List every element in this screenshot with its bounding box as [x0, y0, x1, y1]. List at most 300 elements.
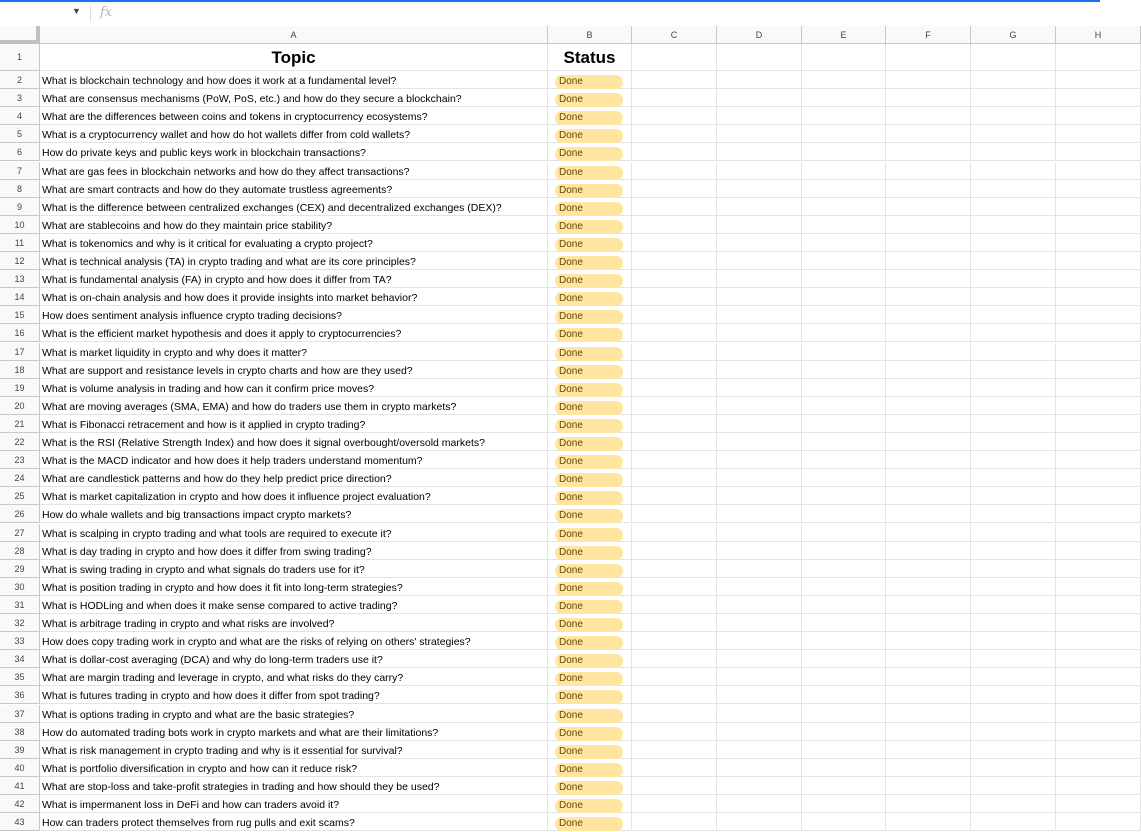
empty-cell[interactable] — [971, 487, 1056, 505]
empty-cell[interactable] — [971, 542, 1056, 560]
empty-cell[interactable] — [717, 614, 802, 632]
empty-cell[interactable] — [971, 632, 1056, 650]
empty-cell[interactable] — [632, 614, 717, 632]
cell-status[interactable] — [548, 650, 632, 668]
empty-cell[interactable] — [632, 650, 717, 668]
empty-cell[interactable] — [1056, 524, 1141, 542]
cell-topic[interactable] — [40, 397, 548, 415]
column-header-f[interactable]: F — [886, 26, 971, 44]
row-number[interactable]: 14 — [0, 288, 40, 306]
empty-cell[interactable] — [886, 162, 971, 180]
empty-cell[interactable] — [632, 252, 717, 270]
cell-status[interactable] — [548, 795, 632, 813]
row-number[interactable]: 39 — [0, 741, 40, 759]
empty-cell[interactable] — [632, 415, 717, 433]
empty-cell[interactable] — [717, 44, 802, 71]
empty-cell[interactable] — [802, 415, 886, 433]
empty-cell[interactable] — [802, 668, 886, 686]
row-number[interactable]: 25 — [0, 487, 40, 505]
column-header-a[interactable]: A — [40, 26, 548, 44]
column-header-h[interactable]: H — [1056, 26, 1141, 44]
empty-cell[interactable] — [802, 89, 886, 107]
empty-cell[interactable] — [717, 795, 802, 813]
empty-cell[interactable] — [886, 723, 971, 741]
empty-cell[interactable] — [632, 668, 717, 686]
cell-status[interactable] — [548, 578, 632, 596]
empty-cell[interactable] — [886, 361, 971, 379]
empty-cell[interactable] — [802, 524, 886, 542]
cell-status[interactable] — [548, 596, 632, 614]
empty-cell[interactable] — [717, 306, 802, 324]
empty-cell[interactable] — [632, 487, 717, 505]
row-number[interactable]: 21 — [0, 415, 40, 433]
cell-status[interactable] — [548, 542, 632, 560]
row-number[interactable]: 28 — [0, 542, 40, 560]
empty-cell[interactable] — [632, 686, 717, 704]
empty-cell[interactable] — [886, 759, 971, 777]
cell-topic[interactable] — [40, 433, 548, 451]
empty-cell[interactable] — [971, 451, 1056, 469]
empty-cell[interactable] — [717, 686, 802, 704]
empty-cell[interactable] — [717, 415, 802, 433]
cell-topic[interactable] — [40, 216, 548, 234]
empty-cell[interactable] — [802, 759, 886, 777]
empty-cell[interactable] — [802, 143, 886, 161]
row-number[interactable]: 31 — [0, 596, 40, 614]
status-chip[interactable]: Done — [555, 383, 623, 397]
cell-status[interactable] — [548, 143, 632, 161]
row-number[interactable]: 13 — [0, 270, 40, 288]
empty-cell[interactable] — [886, 180, 971, 198]
empty-cell[interactable] — [632, 234, 717, 252]
empty-cell[interactable] — [1056, 415, 1141, 433]
empty-cell[interactable] — [1056, 324, 1141, 342]
empty-cell[interactable] — [802, 379, 886, 397]
cell-topic[interactable] — [40, 777, 548, 795]
status-chip[interactable]: Done — [555, 75, 623, 89]
row-number[interactable]: 4 — [0, 107, 40, 125]
cell-topic[interactable] — [40, 451, 548, 469]
cell-status[interactable] — [548, 759, 632, 777]
column-header-g[interactable]: G — [971, 26, 1056, 44]
cell-topic[interactable] — [40, 234, 548, 252]
empty-cell[interactable] — [802, 324, 886, 342]
cell-topic[interactable] — [40, 723, 548, 741]
empty-cell[interactable] — [632, 741, 717, 759]
empty-cell[interactable] — [1056, 777, 1141, 795]
empty-cell[interactable] — [717, 162, 802, 180]
cell-topic[interactable] — [40, 469, 548, 487]
cell-topic[interactable] — [40, 487, 548, 505]
row-number[interactable]: 3 — [0, 89, 40, 107]
status-chip[interactable]: Done — [555, 528, 623, 542]
empty-cell[interactable] — [802, 650, 886, 668]
empty-cell[interactable] — [971, 397, 1056, 415]
empty-cell[interactable] — [1056, 397, 1141, 415]
cell-status[interactable] — [548, 71, 632, 89]
cell-status[interactable] — [548, 524, 632, 542]
status-chip[interactable]: Done — [555, 419, 623, 433]
cell-topic[interactable] — [40, 578, 548, 596]
empty-cell[interactable] — [717, 487, 802, 505]
empty-cell[interactable] — [1056, 759, 1141, 777]
cell-topic[interactable] — [40, 379, 548, 397]
cell-status[interactable] — [548, 361, 632, 379]
empty-cell[interactable] — [717, 759, 802, 777]
empty-cell[interactable] — [886, 397, 971, 415]
empty-cell[interactable] — [971, 44, 1056, 71]
cell-topic[interactable] — [40, 813, 548, 831]
empty-cell[interactable] — [802, 125, 886, 143]
empty-cell[interactable] — [717, 578, 802, 596]
cell-topic[interactable] — [40, 270, 548, 288]
status-chip[interactable]: Done — [555, 582, 623, 596]
empty-cell[interactable] — [802, 741, 886, 759]
empty-cell[interactable] — [886, 487, 971, 505]
empty-cell[interactable] — [971, 143, 1056, 161]
empty-cell[interactable] — [717, 650, 802, 668]
empty-cell[interactable] — [802, 705, 886, 723]
empty-cell[interactable] — [971, 759, 1056, 777]
cell-status-header[interactable] — [548, 44, 632, 71]
empty-cell[interactable] — [802, 723, 886, 741]
empty-cell[interactable] — [717, 524, 802, 542]
cell-status[interactable] — [548, 89, 632, 107]
empty-cell[interactable] — [632, 560, 717, 578]
empty-cell[interactable] — [971, 415, 1056, 433]
status-chip[interactable]: Done — [555, 166, 623, 180]
empty-cell[interactable] — [886, 433, 971, 451]
empty-cell[interactable] — [886, 107, 971, 125]
empty-cell[interactable] — [717, 596, 802, 614]
empty-cell[interactable] — [886, 451, 971, 469]
empty-cell[interactable] — [886, 44, 971, 71]
empty-cell[interactable] — [632, 270, 717, 288]
empty-cell[interactable] — [802, 306, 886, 324]
empty-cell[interactable] — [886, 306, 971, 324]
empty-cell[interactable] — [1056, 234, 1141, 252]
empty-cell[interactable] — [971, 125, 1056, 143]
cell-topic[interactable] — [40, 198, 548, 216]
empty-cell[interactable] — [886, 686, 971, 704]
empty-cell[interactable] — [802, 71, 886, 89]
row-number[interactable]: 20 — [0, 397, 40, 415]
status-chip[interactable]: Done — [555, 473, 623, 487]
row-number[interactable]: 36 — [0, 686, 40, 704]
empty-cell[interactable] — [1056, 143, 1141, 161]
cell-topic[interactable] — [40, 505, 548, 523]
empty-cell[interactable] — [802, 686, 886, 704]
cell-status[interactable] — [548, 162, 632, 180]
cell-topic[interactable] — [40, 668, 548, 686]
row-number[interactable]: 5 — [0, 125, 40, 143]
cell-status[interactable] — [548, 288, 632, 306]
status-chip[interactable]: Done — [555, 202, 623, 216]
empty-cell[interactable] — [1056, 560, 1141, 578]
status-chip[interactable]: Done — [555, 147, 623, 161]
empty-cell[interactable] — [886, 143, 971, 161]
status-chip[interactable]: Done — [555, 274, 623, 288]
cell-status[interactable] — [548, 379, 632, 397]
chevron-down-icon[interactable]: ▼ — [72, 6, 81, 16]
empty-cell[interactable] — [1056, 632, 1141, 650]
row-number[interactable]: 27 — [0, 524, 40, 542]
empty-cell[interactable] — [717, 451, 802, 469]
status-chip[interactable]: Done — [555, 328, 623, 342]
empty-cell[interactable] — [717, 216, 802, 234]
empty-cell[interactable] — [971, 469, 1056, 487]
cell-status[interactable] — [548, 777, 632, 795]
empty-cell[interactable] — [1056, 813, 1141, 831]
status-chip[interactable]: Done — [555, 817, 623, 831]
cell-topic[interactable] — [40, 288, 548, 306]
empty-cell[interactable] — [886, 650, 971, 668]
row-number[interactable]: 34 — [0, 650, 40, 668]
empty-cell[interactable] — [632, 343, 717, 361]
empty-cell[interactable] — [632, 107, 717, 125]
empty-cell[interactable] — [971, 107, 1056, 125]
empty-cell[interactable] — [717, 288, 802, 306]
cell-status[interactable] — [548, 397, 632, 415]
empty-cell[interactable] — [717, 180, 802, 198]
status-chip[interactable]: Done — [555, 709, 623, 723]
empty-cell[interactable] — [971, 324, 1056, 342]
empty-cell[interactable] — [717, 343, 802, 361]
empty-cell[interactable] — [971, 524, 1056, 542]
cell-topic[interactable] — [40, 795, 548, 813]
empty-cell[interactable] — [802, 234, 886, 252]
status-chip[interactable]: Done — [555, 799, 623, 813]
empty-cell[interactable] — [802, 361, 886, 379]
empty-cell[interactable] — [1056, 451, 1141, 469]
empty-cell[interactable] — [802, 180, 886, 198]
empty-cell[interactable] — [632, 777, 717, 795]
empty-cell[interactable] — [971, 379, 1056, 397]
cell-topic[interactable] — [40, 759, 548, 777]
empty-cell[interactable] — [1056, 705, 1141, 723]
empty-cell[interactable] — [802, 505, 886, 523]
row-number[interactable]: 6 — [0, 143, 40, 161]
status-chip[interactable]: Done — [555, 781, 623, 795]
row-number[interactable]: 32 — [0, 614, 40, 632]
empty-cell[interactable] — [886, 252, 971, 270]
empty-cell[interactable] — [971, 650, 1056, 668]
cell-status[interactable] — [548, 343, 632, 361]
empty-cell[interactable] — [886, 234, 971, 252]
empty-cell[interactable] — [802, 487, 886, 505]
cell-topic[interactable] — [40, 143, 548, 161]
empty-cell[interactable] — [802, 795, 886, 813]
empty-cell[interactable] — [632, 524, 717, 542]
empty-cell[interactable] — [886, 270, 971, 288]
cell-status[interactable] — [548, 234, 632, 252]
empty-cell[interactable] — [632, 632, 717, 650]
empty-cell[interactable] — [886, 505, 971, 523]
empty-cell[interactable] — [971, 234, 1056, 252]
empty-cell[interactable] — [971, 795, 1056, 813]
empty-cell[interactable] — [717, 705, 802, 723]
row-number[interactable]: 19 — [0, 379, 40, 397]
status-chip[interactable]: Done — [555, 618, 623, 632]
empty-cell[interactable] — [1056, 741, 1141, 759]
empty-cell[interactable] — [971, 306, 1056, 324]
empty-cell[interactable] — [971, 216, 1056, 234]
status-chip[interactable]: Done — [555, 437, 623, 451]
status-chip[interactable]: Done — [555, 347, 623, 361]
row-number[interactable]: 18 — [0, 361, 40, 379]
empty-cell[interactable] — [717, 270, 802, 288]
row-number[interactable]: 33 — [0, 632, 40, 650]
empty-cell[interactable] — [717, 777, 802, 795]
empty-cell[interactable] — [886, 813, 971, 831]
empty-cell[interactable] — [802, 216, 886, 234]
row-number[interactable]: 12 — [0, 252, 40, 270]
empty-cell[interactable] — [1056, 668, 1141, 686]
empty-cell[interactable] — [886, 560, 971, 578]
cell-topic[interactable] — [40, 343, 548, 361]
row-number[interactable]: 42 — [0, 795, 40, 813]
cell-status[interactable] — [548, 252, 632, 270]
row-number[interactable]: 16 — [0, 324, 40, 342]
status-chip[interactable]: Done — [555, 654, 623, 668]
status-chip[interactable]: Done — [555, 93, 623, 107]
empty-cell[interactable] — [717, 505, 802, 523]
empty-cell[interactable] — [717, 89, 802, 107]
empty-cell[interactable] — [632, 578, 717, 596]
empty-cell[interactable] — [886, 89, 971, 107]
empty-cell[interactable] — [632, 306, 717, 324]
empty-cell[interactable] — [632, 143, 717, 161]
empty-cell[interactable] — [886, 125, 971, 143]
empty-cell[interactable] — [632, 705, 717, 723]
empty-cell[interactable] — [802, 270, 886, 288]
column-header-e[interactable]: E — [802, 26, 886, 44]
cell-status[interactable] — [548, 125, 632, 143]
row-number[interactable]: 35 — [0, 668, 40, 686]
cell-topic[interactable] — [40, 650, 548, 668]
row-number[interactable]: 7 — [0, 162, 40, 180]
cell-topic[interactable] — [40, 524, 548, 542]
status-chip[interactable]: Done — [555, 546, 623, 560]
cell-status[interactable] — [548, 451, 632, 469]
status-chip[interactable]: Done — [555, 401, 623, 415]
empty-cell[interactable] — [632, 813, 717, 831]
cell-topic[interactable] — [40, 361, 548, 379]
status-chip[interactable]: Done — [555, 256, 623, 270]
cell-status[interactable] — [548, 487, 632, 505]
empty-cell[interactable] — [886, 415, 971, 433]
empty-cell[interactable] — [971, 433, 1056, 451]
empty-cell[interactable] — [1056, 89, 1141, 107]
empty-cell[interactable] — [717, 107, 802, 125]
cell-topic-header[interactable] — [40, 44, 548, 71]
empty-cell[interactable] — [971, 343, 1056, 361]
cell-status[interactable] — [548, 198, 632, 216]
empty-cell[interactable] — [886, 795, 971, 813]
row-number[interactable]: 30 — [0, 578, 40, 596]
empty-cell[interactable] — [886, 668, 971, 686]
empty-cell[interactable] — [717, 379, 802, 397]
empty-cell[interactable] — [971, 578, 1056, 596]
empty-cell[interactable] — [971, 361, 1056, 379]
empty-cell[interactable] — [1056, 614, 1141, 632]
empty-cell[interactable] — [717, 71, 802, 89]
cell-status[interactable] — [548, 813, 632, 831]
empty-cell[interactable] — [886, 379, 971, 397]
cell-topic[interactable] — [40, 596, 548, 614]
empty-cell[interactable] — [971, 180, 1056, 198]
empty-cell[interactable] — [1056, 361, 1141, 379]
empty-cell[interactable] — [632, 361, 717, 379]
empty-cell[interactable] — [971, 668, 1056, 686]
empty-cell[interactable] — [886, 198, 971, 216]
empty-cell[interactable] — [886, 524, 971, 542]
empty-cell[interactable] — [886, 71, 971, 89]
empty-cell[interactable] — [632, 397, 717, 415]
status-chip[interactable]: Done — [555, 636, 623, 650]
cell-topic[interactable] — [40, 107, 548, 125]
row-number[interactable]: 40 — [0, 759, 40, 777]
empty-cell[interactable] — [717, 542, 802, 560]
status-chip[interactable]: Done — [555, 564, 623, 578]
empty-cell[interactable] — [1056, 252, 1141, 270]
cell-status[interactable] — [548, 469, 632, 487]
empty-cell[interactable] — [632, 180, 717, 198]
empty-cell[interactable] — [886, 324, 971, 342]
empty-cell[interactable] — [971, 505, 1056, 523]
empty-cell[interactable] — [632, 723, 717, 741]
empty-cell[interactable] — [802, 614, 886, 632]
empty-cell[interactable] — [886, 578, 971, 596]
empty-cell[interactable] — [632, 469, 717, 487]
row-number[interactable]: 29 — [0, 560, 40, 578]
empty-cell[interactable] — [971, 813, 1056, 831]
empty-cell[interactable] — [1056, 162, 1141, 180]
cell-status[interactable] — [548, 741, 632, 759]
empty-cell[interactable] — [632, 162, 717, 180]
cell-topic[interactable] — [40, 741, 548, 759]
row-number[interactable]: 37 — [0, 705, 40, 723]
empty-cell[interactable] — [632, 324, 717, 342]
row-number[interactable]: 2 — [0, 71, 40, 89]
empty-cell[interactable] — [802, 107, 886, 125]
cell-status[interactable] — [548, 324, 632, 342]
empty-cell[interactable] — [1056, 433, 1141, 451]
status-chip[interactable]: Done — [555, 310, 623, 324]
empty-cell[interactable] — [802, 777, 886, 795]
empty-cell[interactable] — [632, 433, 717, 451]
empty-cell[interactable] — [632, 596, 717, 614]
cell-topic[interactable] — [40, 125, 548, 143]
empty-cell[interactable] — [971, 162, 1056, 180]
empty-cell[interactable] — [886, 216, 971, 234]
empty-cell[interactable] — [802, 433, 886, 451]
column-header-d[interactable]: D — [717, 26, 802, 44]
empty-cell[interactable] — [632, 542, 717, 560]
cell-status[interactable] — [548, 216, 632, 234]
empty-cell[interactable] — [971, 777, 1056, 795]
empty-cell[interactable] — [632, 216, 717, 234]
empty-cell[interactable] — [971, 741, 1056, 759]
status-chip[interactable]: Done — [555, 455, 623, 469]
row-number[interactable]: 23 — [0, 451, 40, 469]
cell-status[interactable] — [548, 668, 632, 686]
cell-status[interactable] — [548, 723, 632, 741]
cell-topic[interactable] — [40, 180, 548, 198]
cell-topic[interactable] — [40, 614, 548, 632]
empty-cell[interactable] — [1056, 306, 1141, 324]
cell-topic[interactable] — [40, 306, 548, 324]
